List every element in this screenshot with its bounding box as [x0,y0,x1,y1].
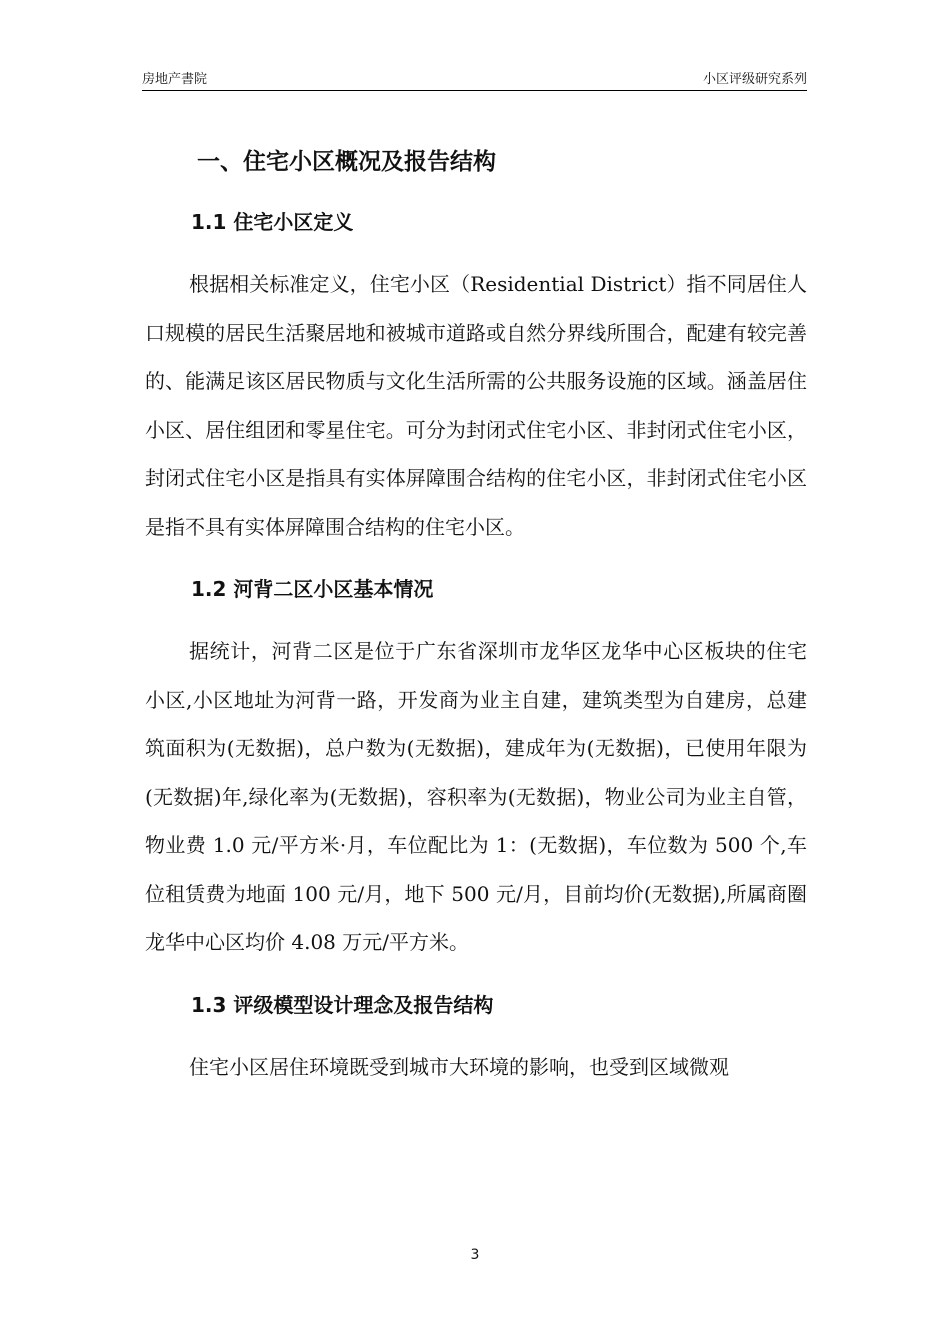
section-paragraph-1-1: 根据相关标准定义，住宅小区（Residential District）指不同居住人口规模的居民生活聚居地和被城市道路或自然分界线所围合，配建有较完善的、能满足该区居民物质与文化生活所需的公共服务设施的区域。涵盖居住小区、居住组团和零星住宅。可分为封闭式住宅小区、非封闭式住宅小区，封闭式住宅小区是指具有实体屏障围合结构的住宅小区，非封闭式住宅小区是指不具有实体屏障围合结构的住宅小区。 [145,272,807,539]
document-body [145,138,807,1091]
section-heading-1-2: 1.2 河背二区小区基本情况 [191,577,434,601]
section-paragraph-1-2: 据统计，河背二区是位于广东省深圳市龙华区龙华中心区板块的住宅小区,小区地址为河背一路，开发商为业主自建，建筑类型为自建房，总建筑面积为(无数据)，总户数为(无数据)，建成年为(无数据)，已使用年限为(无数据)年,绿化率为(无数据)，容积率为(无数据)，物业公司为业主自管，物业费 1.0 元/平方米·月，车位配比为 1：(无数据)，车位数为 500 个,车位租赁费为地面 100 元/月，地下 500 元/月，目前均价(无数据),所属商圈龙华中心区均价 4.08 万元/平方米。 [145,639,807,954]
chapter-title: 一、住宅小区概况及报告结构 [197,149,496,175]
section-heading-1-1: 1.1 住宅小区定义 [191,210,354,234]
header-publisher: 房地产書院 [142,72,208,87]
page-number: 3 [470,1247,480,1263]
page-header [142,64,807,91]
section-heading-1-3: 1.3 评级模型设计理念及报告结构 [191,992,494,1017]
header-series: 小区评级研究系列 [702,72,807,87]
section-paragraph-1-3: 住宅小区居住环境既受到城市大环境的影响，也受到区域微观 [189,1054,729,1079]
